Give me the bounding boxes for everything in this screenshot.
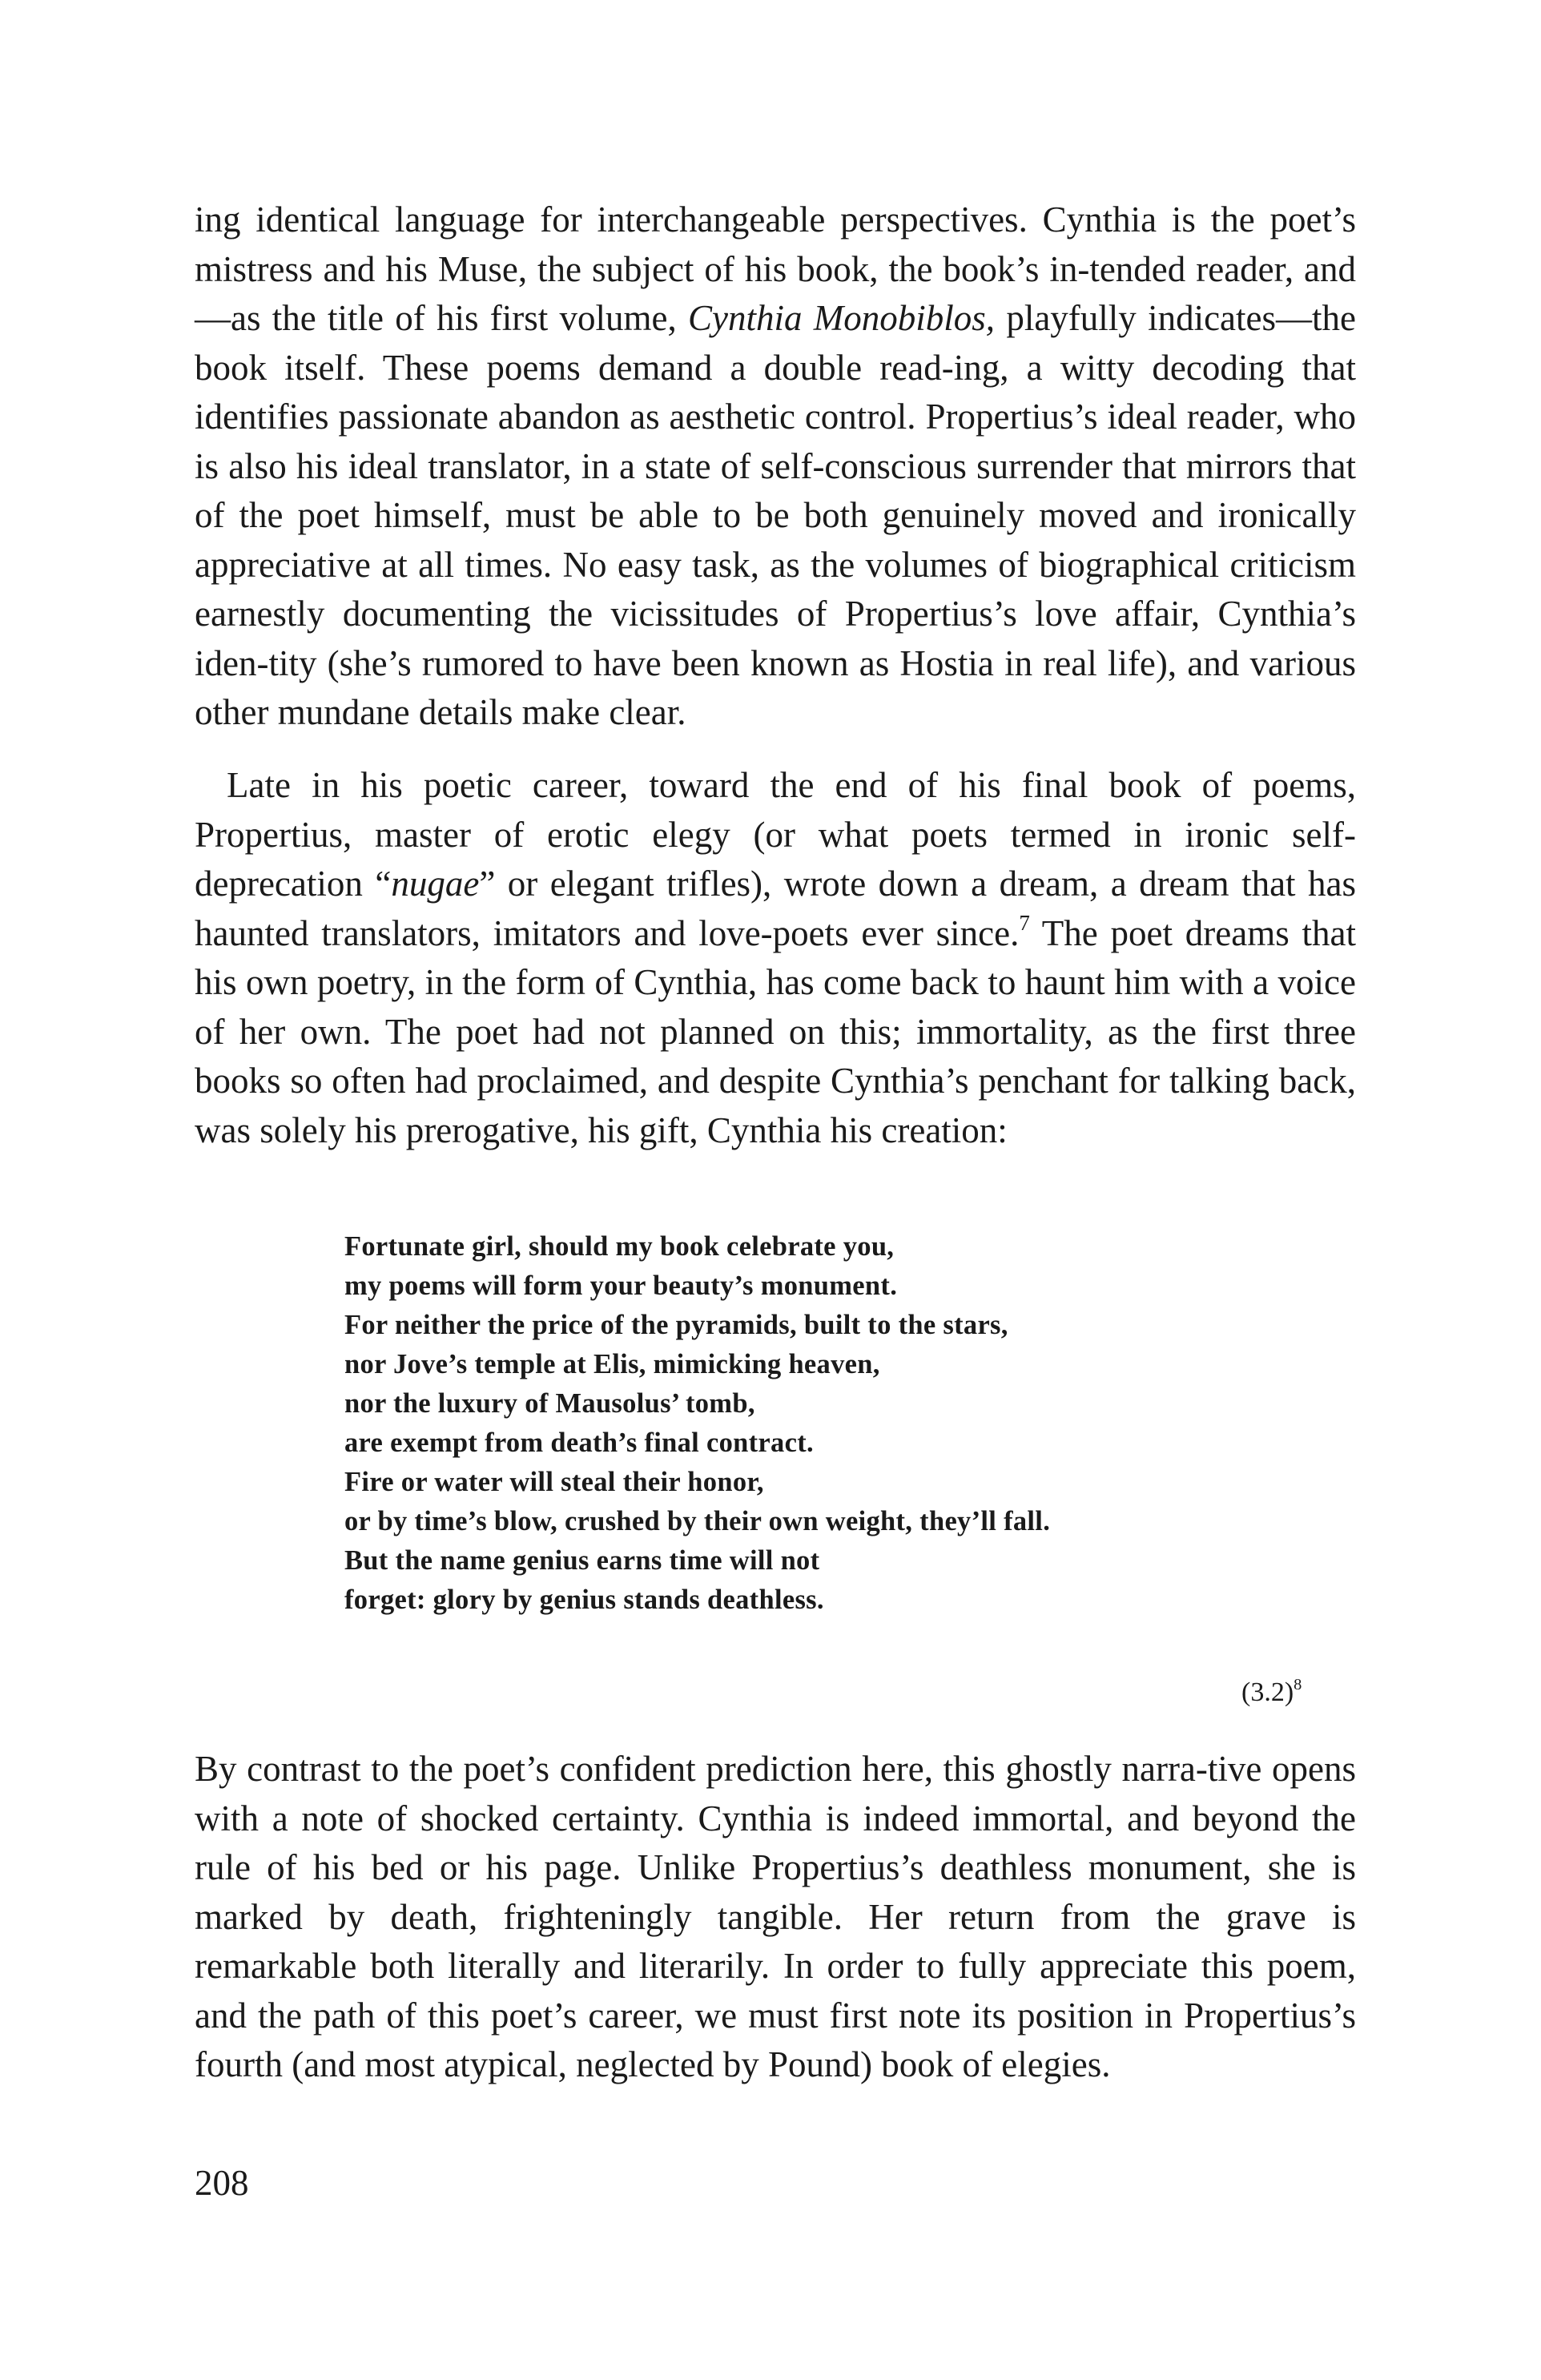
poem-line: But the name genius earns time will not: [344, 1545, 820, 1576]
poem-line: nor Jove’s temple at Elis, mimicking heaven,: [344, 1349, 880, 1379]
paragraph-1-text-b: playfully indicates—the book itself. These poems demand a double read-ing, a witty decoding that identifies passionate abandon as aesthetic control. Propertius’s ideal reader, who is also his ideal translator, in a state of self-conscious surrender that mirrors that of the poet himself, must be able to be both genuinely moved and ironically appreciative at all times. No easy task, as the volumes of biographical criticism earnestly documenting the vicissitudes of Propertius’s love affair, Cynthia’s iden-tity (she’s rumored to have been known as Hostia in real life), and various other mundane details make clear.: [195, 298, 1356, 732]
poem-line: my poems will form your beauty’s monument.: [344, 1271, 898, 1301]
poem-line: For neither the price of the pyramids, built to the stars,: [344, 1310, 1008, 1340]
page-number: 208: [195, 2163, 249, 2203]
poem-line: or by time’s blow, crushed by their own weight, they’ll fall.: [344, 1506, 1051, 1536]
paragraph-ghostly-narrative: By contrast to the poet’s confident prediction here, this ghostly narra-tive opens with a note of shocked certainty. Cynthia is indeed immortal, and beyond the rule of his bed or his page. Unlike Propertius’s deathless monument, she is marked by death, frighteningly tangible. Her return from the grave is remarkable both literally and literarily. In order to fully appreciate this poem, and the path of this poet’s career, we must first note its position in Propertius’s fourth (and most atypical, neglected by Pound) book of elegies.: [195, 1749, 1356, 2084]
poem-line: are exempt from death’s final contract.: [344, 1428, 814, 1458]
paragraph-propertius-dream: [195, 761, 1356, 1155]
paragraph-cynthia-perspectives: [195, 195, 1356, 738]
footnote-marker-8: 8: [1294, 1675, 1302, 1693]
poem-citation: [1241, 1677, 1302, 1709]
body-text-bottom: [195, 1745, 1356, 2090]
term-nugae: nugae: [391, 864, 480, 904]
citation-reference: (3.2): [1241, 1677, 1294, 1707]
poem-line: Fire or water will steal their honor,: [344, 1467, 764, 1497]
book-title-cynthia-monobiblos: Cynthia Monobiblos,: [688, 298, 996, 338]
poem-line: forget: glory by genius stands deathless.: [344, 1585, 824, 1615]
paragraph-2-text-b: ” or elegant trifles), wrote down a dream, a dream that has haunted translators, imitators and love-poets ever since.: [195, 864, 1356, 953]
paragraph-2-text-c: The poet dreams that his own poetry, in the form of Cynthia, has come back to haunt him with a voice of her own. The poet had not planned on this; immortality, as the first three books so often had proclaimed, and despite Cynthia’s penchant for talking back, was solely his prerogative, his gift, Cynthia his creation:: [195, 912, 1356, 1150]
body-text-top: [195, 195, 1356, 738]
poem-line: Fortunate girl, should my book celebrate you,: [344, 1231, 895, 1262]
poem-quotation: [344, 1227, 1306, 1620]
paragraph-1-text-a: ing identical language for interchangeable perspectives. Cynthia is the poet’s mistress and his Muse, the subject of his book, the book’s in-tended reader, and—as the title of his first volume,: [195, 199, 1356, 338]
footnote-marker-7: 7: [1019, 910, 1030, 935]
paragraph-2-text-a: Late in his poetic career, toward the end of his final book of poems, Propertius, master of erotic elegy (or what poets termed in ironic self-deprecation “: [195, 765, 1356, 904]
body-text-middle: [195, 761, 1356, 1155]
poem-line: nor the luxury of Mausolus’ tomb,: [344, 1388, 755, 1419]
